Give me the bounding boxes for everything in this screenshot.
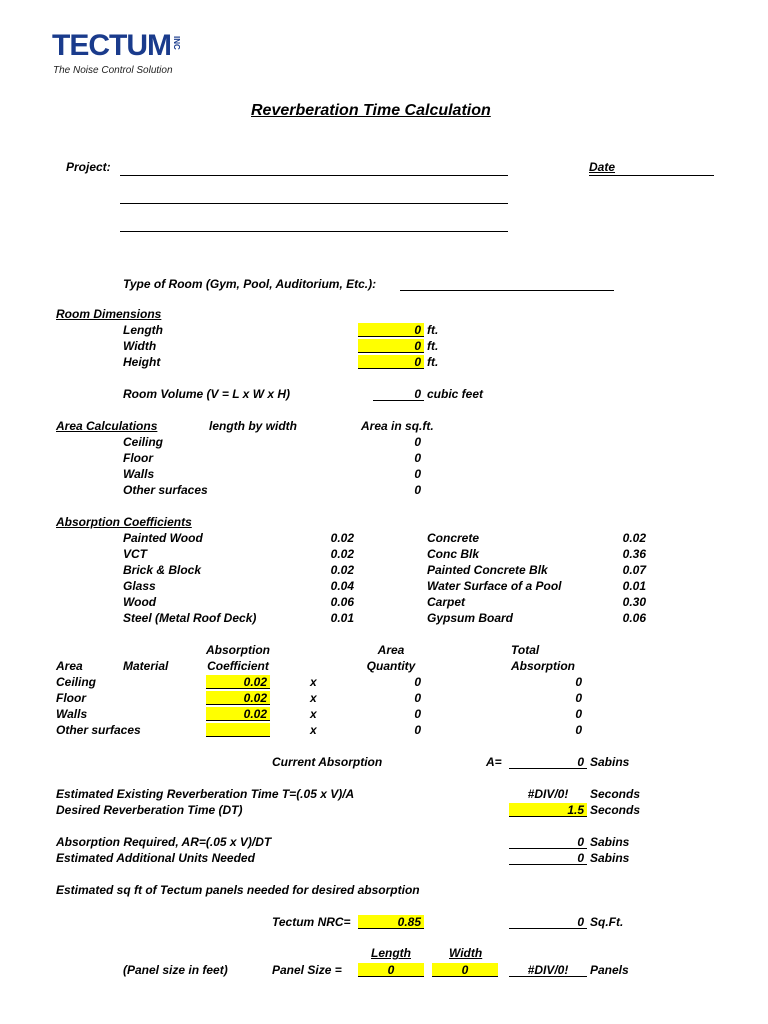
coef-left-value: 0.02 [330, 547, 354, 561]
absorption-required-label: Absorption Required, AR=(.05 x V)/DT [56, 835, 272, 849]
total-header-bottom: Absorption [511, 659, 575, 673]
desired-reverb-input[interactable]: 1.5 [509, 803, 587, 817]
page-title: Reverberation Time Calculation [251, 102, 491, 119]
coef-right-value: 0.06 [622, 611, 646, 625]
absorption-required-value: 0 [509, 835, 587, 849]
row-walls-qty: 0 [414, 707, 421, 721]
coef-left-material: Brick & Block [123, 563, 202, 577]
absorption-coefficients-heading: Absorption Coefficients [56, 515, 192, 529]
panels-sqft-value: 0 [509, 915, 587, 929]
room-type-label: Type of Room (Gym, Pool, Auditorium, Etc.): [123, 277, 377, 291]
row-walls-total: 0 [575, 707, 582, 721]
coef-right-material: Conc Blk [427, 547, 480, 561]
room-volume-label: Room Volume (V = L x W x H) [123, 387, 291, 401]
panels-heading: Estimated sq ft of Tectum panels needed for desired absorption [56, 883, 420, 897]
coef-left-value: 0.04 [330, 579, 354, 593]
row-walls-times: x [310, 707, 317, 721]
coef-header-bottom: Coefficient [207, 659, 269, 673]
area-walls-value: 0 [414, 467, 421, 481]
row-other-qty: 0 [414, 723, 421, 737]
total-header-top: Total [511, 643, 540, 657]
coef-left-value: 0.02 [330, 563, 354, 577]
logo-inc: INC [172, 36, 181, 50]
project-line-1[interactable] [120, 175, 508, 176]
row-walls-label: Walls [56, 707, 88, 721]
area-other-label: Other surfaces [123, 483, 208, 497]
width-label: Width [123, 339, 157, 353]
coef-left-material: Wood [123, 595, 157, 609]
panel-width-header: Width [449, 946, 483, 960]
height-label: Height [123, 355, 161, 369]
height-unit: ft. [427, 355, 439, 369]
row-ceiling-times: x [310, 675, 317, 689]
panels-count-unit: Panels [590, 963, 629, 977]
room-volume-value: 0 [373, 387, 424, 401]
existing-reverb-unit: Seconds [590, 787, 641, 801]
coef-right-value: 0.02 [622, 531, 646, 545]
length-input[interactable]: 0 [358, 323, 424, 337]
row-floor-times: x [310, 691, 317, 705]
row-ceiling-total: 0 [575, 675, 582, 689]
area-other-value: 0 [414, 483, 421, 497]
coef-right-value: 0.36 [622, 547, 646, 561]
current-absorption-unit: Sabins [590, 755, 630, 769]
coef-left-value: 0.02 [330, 531, 354, 545]
coef-right-value: 0.01 [622, 579, 646, 593]
width-input[interactable]: 0 [358, 339, 424, 353]
area-calculations-heading: Area Calculations [56, 419, 158, 433]
coef-right-material: Painted Concrete Blk [427, 563, 548, 577]
area-sqft-header: Area in sq.ft. [361, 419, 434, 433]
qty-header-bottom: Quantity [366, 659, 416, 673]
row-floor-label: Floor [56, 691, 86, 705]
row-other-label: Other surfaces [56, 723, 141, 737]
panel-width-input[interactable]: 0 [432, 963, 498, 977]
project-line-2[interactable] [120, 203, 508, 204]
panel-size-label: Panel Size = [272, 963, 342, 977]
panel-length-header: Length [371, 946, 411, 960]
width-unit: ft. [427, 339, 439, 353]
row-floor-qty: 0 [414, 691, 421, 705]
desired-reverb-unit: Seconds [590, 803, 641, 817]
room-dimensions-heading: Room Dimensions [56, 307, 162, 321]
a-equals-label: A= [486, 755, 502, 769]
row-other-coef-input[interactable] [206, 723, 270, 737]
area-header: Area [56, 659, 83, 673]
coef-right-material: Carpet [427, 595, 466, 609]
length-unit: ft. [427, 323, 439, 337]
row-ceiling-qty: 0 [414, 675, 421, 689]
panel-size-note: (Panel size in feet) [123, 963, 228, 977]
additional-units-unit: Sabins [590, 851, 630, 865]
project-line-3[interactable] [120, 231, 508, 232]
additional-units-value: 0 [509, 851, 587, 865]
logo-wordmark: TECTUM [52, 29, 171, 62]
panel-length-input[interactable]: 0 [358, 963, 424, 977]
coef-left-material: Steel (Metal Roof Deck) [123, 611, 257, 625]
coef-right-value: 0.07 [622, 563, 646, 577]
coef-right-material: Concrete [427, 531, 480, 545]
coef-left-value: 0.01 [330, 611, 354, 625]
coef-right-material: Gypsum Board [427, 611, 514, 625]
nrc-label: Tectum NRC= [272, 915, 351, 929]
row-ceiling-coef-input[interactable]: 0.02 [206, 675, 270, 689]
coef-right-material: Water Surface of a Pool [427, 579, 562, 593]
area-ceiling-value: 0 [414, 435, 421, 449]
coef-left-material: Glass [123, 579, 156, 593]
panels-sqft-unit: Sq.Ft. [590, 915, 624, 929]
panels-count-value: #DIV/0! [509, 963, 587, 977]
row-other-times: x [310, 723, 317, 737]
row-floor-coef-input[interactable]: 0.02 [206, 691, 270, 705]
area-floor-value: 0 [414, 451, 421, 465]
area-walls-label: Walls [123, 467, 155, 481]
current-absorption-label: Current Absorption [272, 755, 383, 769]
date-line[interactable] [589, 175, 714, 176]
current-absorption-value: 0 [509, 755, 587, 769]
project-label: Project: [66, 160, 111, 174]
height-input[interactable]: 0 [358, 355, 424, 369]
desired-reverb-label: Desired Reverberation Time (DT) [56, 803, 243, 817]
row-walls-coef-input[interactable]: 0.02 [206, 707, 270, 721]
coef-left-material: Painted Wood [123, 531, 203, 545]
existing-reverb-value: #DIV/0! [527, 787, 569, 801]
length-label: Length [123, 323, 163, 337]
length-by-width-header: length by width [209, 419, 297, 433]
coef-left-value: 0.06 [330, 595, 354, 609]
room-type-line[interactable] [400, 290, 614, 291]
nrc-input[interactable]: 0.85 [358, 915, 424, 929]
additional-units-label: Estimated Additional Units Needed [56, 851, 255, 865]
logo-tagline: The Noise Control Solution [53, 65, 173, 76]
qty-header-top: Area [377, 643, 405, 657]
coef-left-material: VCT [123, 547, 147, 561]
coef-right-value: 0.30 [622, 595, 646, 609]
material-header: Material [123, 659, 169, 673]
existing-reverb-label: Estimated Existing Reverberation Time T=(.05 x V)/A [56, 787, 355, 801]
room-volume-unit: cubic feet [427, 387, 484, 401]
coef-header-top: Absorption [206, 643, 270, 657]
absorption-required-unit: Sabins [590, 835, 630, 849]
row-floor-total: 0 [575, 691, 582, 705]
area-ceiling-label: Ceiling [123, 435, 164, 449]
row-ceiling-label: Ceiling [56, 675, 97, 689]
area-floor-label: Floor [123, 451, 153, 465]
date-label: Date [589, 160, 616, 174]
row-other-total: 0 [575, 723, 582, 737]
